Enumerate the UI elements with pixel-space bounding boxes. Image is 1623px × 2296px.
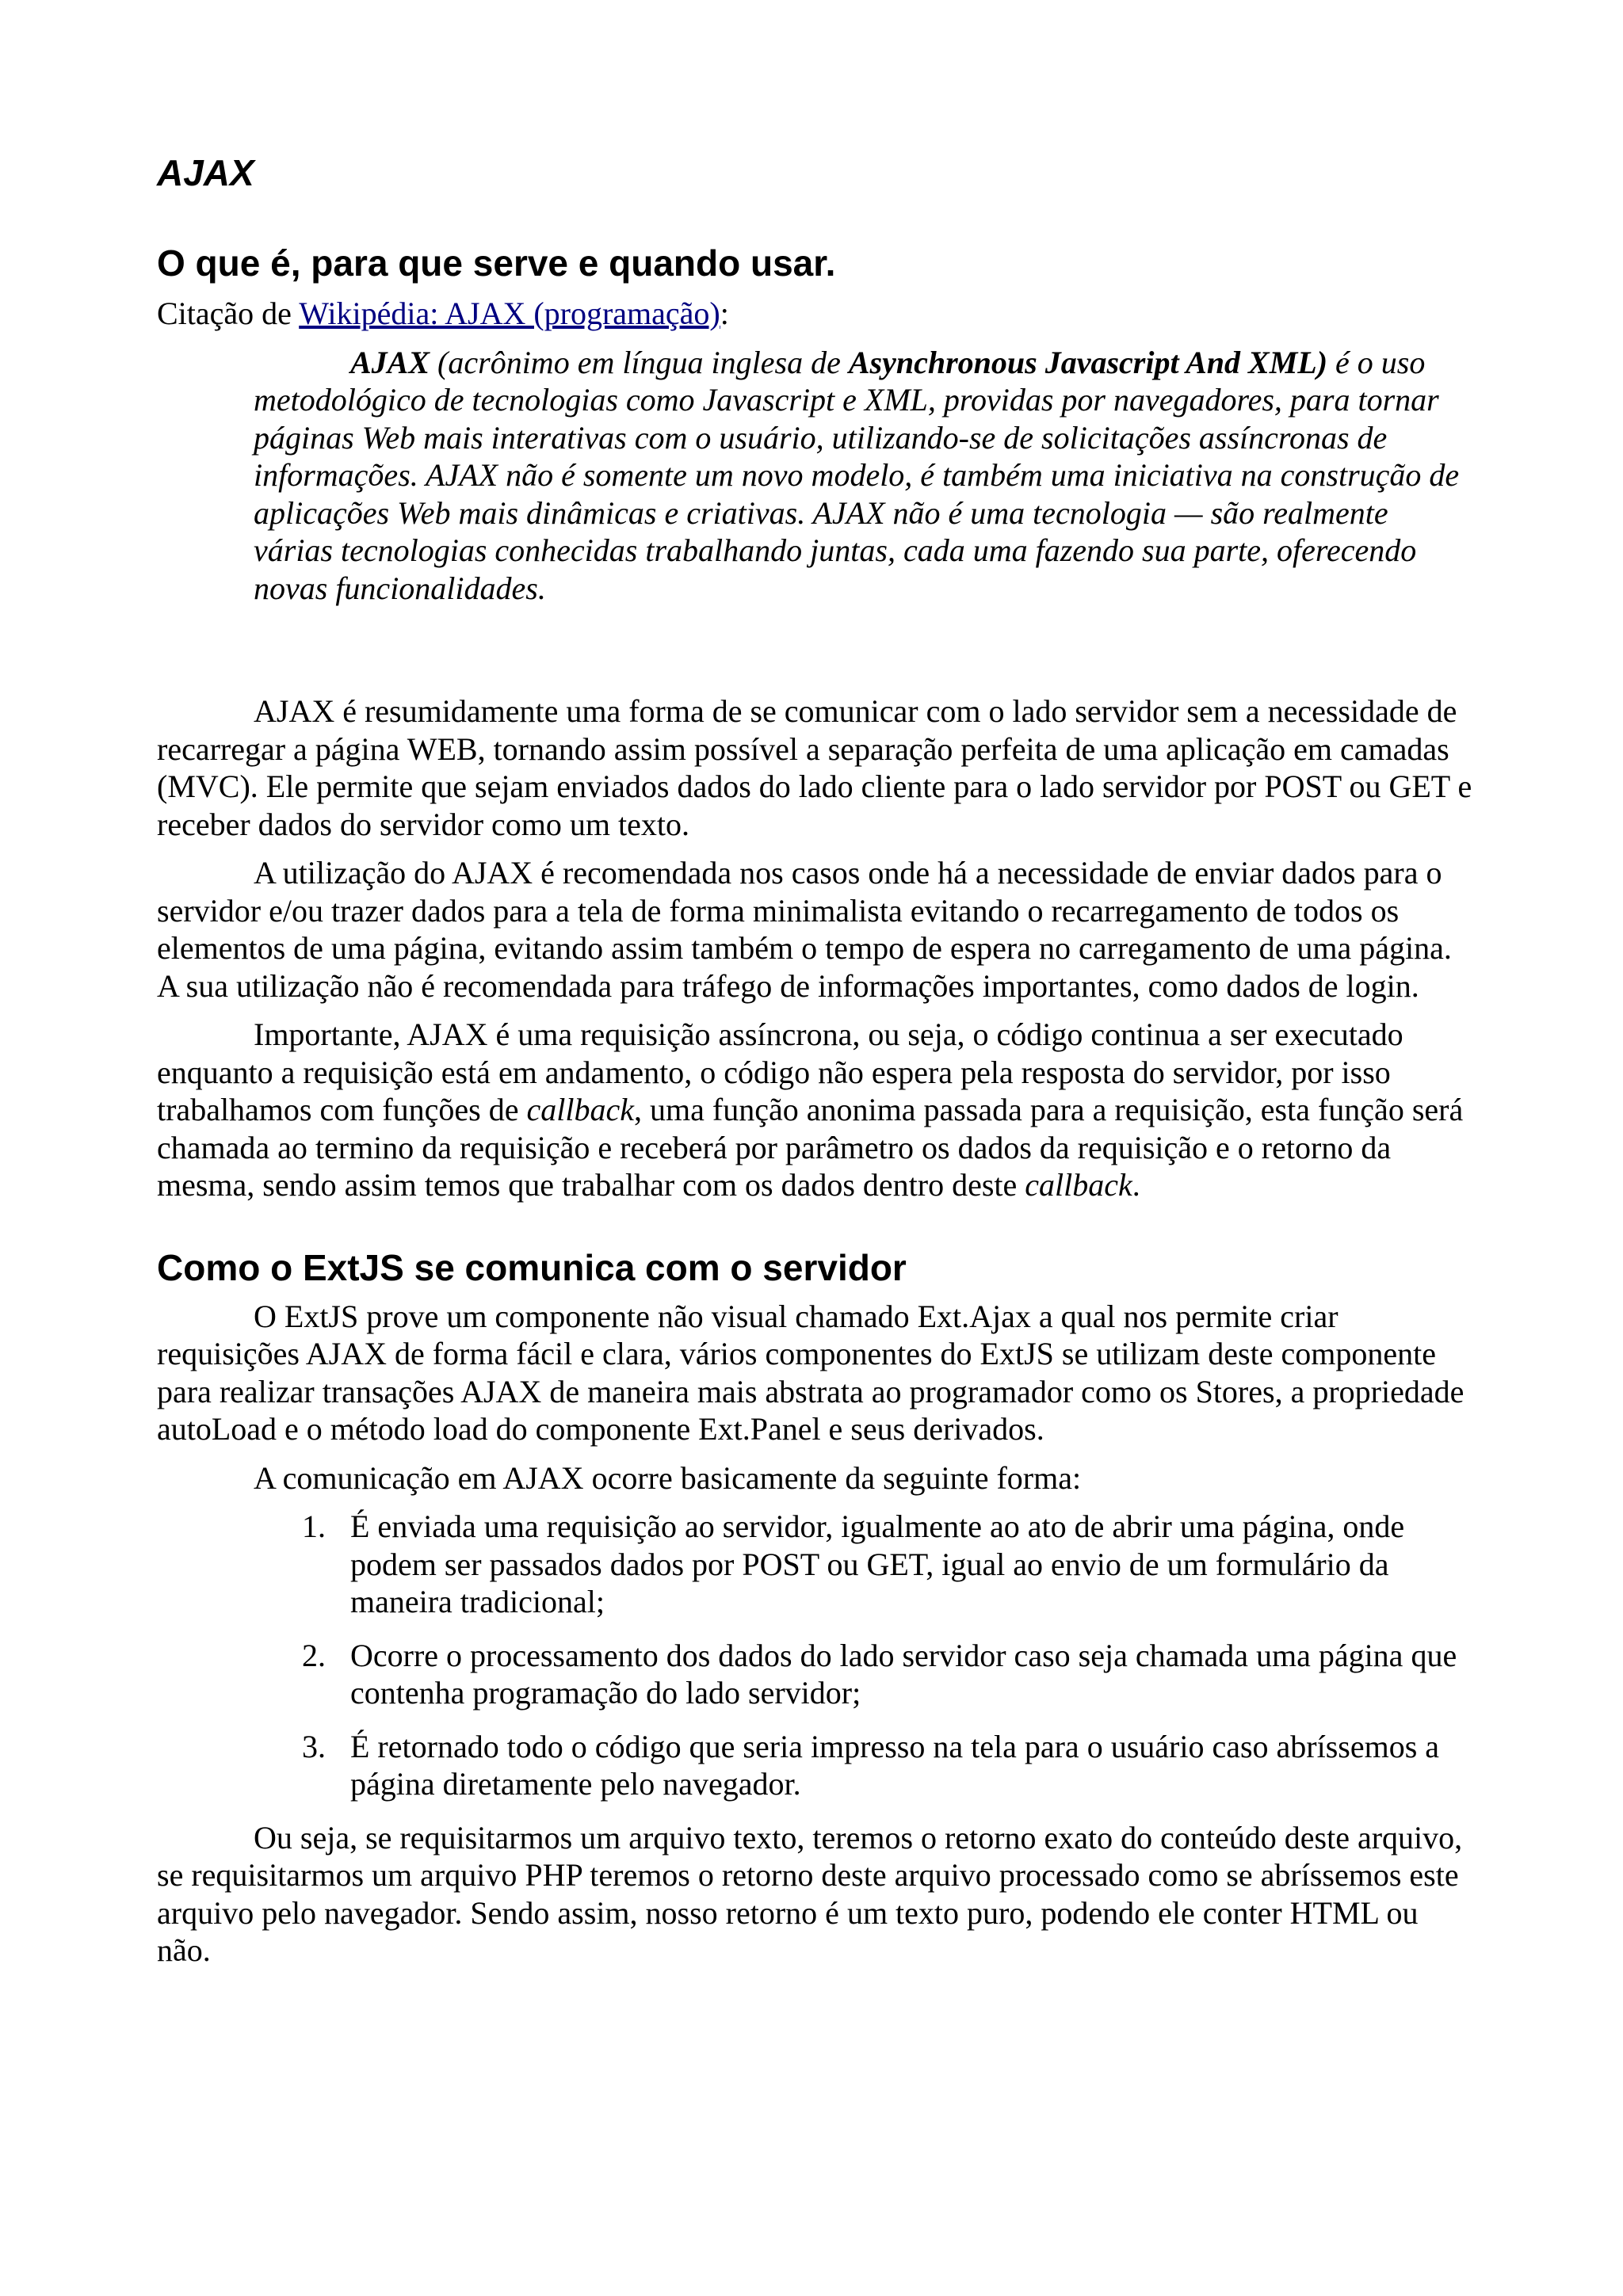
quote-part2: é o uso metodológico de tecnologias como Javascript e XML, providas por navegadores, para tornar páginas Web mais interativas com o usuário, utilizando-se de solicitações assíncronas de informações. AJAX não é somente um novo modelo, é também uma iniciativa na construção de aplicações Web mais dinâmicas e criativas. AJAX não é uma tecnologia — são realmente várias tecnologias conhecidas trabalhando juntas, cada uma fazendo sua parte, oferecendo novas funcionalidades.	[254, 344, 1460, 606]
section-heading-what-is: O que é, para que serve e quando usar.	[157, 242, 836, 284]
list-item	[157, 1728, 1472, 1803]
list-item	[157, 1637, 1472, 1712]
document-body	[157, 151, 1472, 1981]
list-item-number: 2.	[302, 1637, 326, 1673]
paragraph-ajax-usage: A utilização do AJAX é recomendada nos casos onde há a necessidade de enviar dados para o servidor e/ou trazer dados para a tela de forma minimalista evitando o recarregamento de todos os elementos de uma página, evitando assim também o tempo de espera no carregamento de uma página. A sua utilização não é recomendada para tráfego de informações importantes, como dados de login.	[157, 855, 1452, 1004]
list-item-text: É enviada uma requisição ao servidor, igualmente ao ato de abrir uma página, onde podem ser passados dados por POST ou GET, igual ao envio de um formulário da maneira tradicional;	[350, 1508, 1405, 1619]
async-text-1: Importante, AJAX é uma requisição assíncrona, ou seja, o código continua a ser executado enquanto a requisição está em andamento, o código não espera pela resposta do servidor, por isso trabalhamos com funções de	[157, 1016, 1403, 1127]
citation-suffix: :	[720, 296, 729, 331]
list-item-number: 1.	[302, 1508, 326, 1544]
communication-steps-list	[157, 1508, 1472, 1803]
paragraph-ajax-summary: AJAX é resumidamente uma forma de se comunicar com o lado servidor sem a necessidade de recarregar a página WEB, tornando assim possível a separação perfeita de uma aplicação em camadas (MVC). Ele permite que sejam enviados dados do lado cliente para o lado servidor por POST ou GET e receber dados do servidor como um texto.	[157, 693, 1472, 842]
spacer	[157, 607, 1472, 692]
list-item-text: Ocorre o processamento dos dados do lado servidor caso seja chamada uma página que contenha programação do lado servidor;	[350, 1637, 1457, 1711]
wikipedia-quote	[254, 344, 1472, 608]
citation-prefix: Citação de	[157, 296, 300, 331]
callback-term: callback	[526, 1092, 635, 1127]
list-item	[157, 1508, 1472, 1621]
async-text-3: .	[1132, 1167, 1140, 1203]
quote-term: AJAX	[350, 344, 430, 380]
document-title: AJAX	[157, 152, 254, 193]
list-item-number: 3.	[302, 1728, 326, 1764]
quote-part1: (acrônimo em língua inglesa de	[430, 344, 849, 380]
section-heading-extjs: Como o ExtJS se comunica com o servidor	[157, 1246, 907, 1288]
callback-term: callback	[1025, 1167, 1132, 1203]
paragraph-extjs-ajax: O ExtJS prove um componente não visual chamado Ext.Ajax a qual nos permite criar requisições AJAX de forma fácil e clara, vários componentes do ExtJS se utilizam deste componente para realizar transações AJAX de maneira mais abstrata ao programador como os Stores, a propriedade autoLoad e o método load do componente Ext.Panel e seus derivados.	[157, 1298, 1465, 1447]
paragraph-return-explanation: Ou seja, se requisitarmos um arquivo texto, teremos o retorno exato do conteúdo deste arquivo, se requisitarmos um arquivo PHP teremos o retorno deste arquivo processado como se abríssemos este arquivo pelo navegador. Sendo assim, nosso retorno é um texto puro, podendo ele conter HTML ou não.	[157, 1819, 1463, 1968]
async-text-2: , uma função anonima passada para a requisição, esta função será chamada ao termino da requisição e receberá por parâmetro os dados da requisição e o retorno da mesma, sendo assim temos que trabalhar com os dados dentro deste	[157, 1092, 1464, 1203]
citation-line	[157, 295, 1472, 333]
quote-expansion: Asynchronous Javascript And XML)	[848, 344, 1328, 380]
wikipedia-link[interactable]: Wikipédia: AJAX (programação)	[299, 296, 720, 331]
paragraph-communication-intro: A comunicação em AJAX ocorre basicamente da seguinte forma:	[254, 1459, 1082, 1496]
list-item-text: É retornado todo o código que seria impresso na tela para o usuário caso abríssemos a página diretamente pelo navegador.	[350, 1728, 1440, 1802]
paragraph-ajax-async	[157, 1016, 1472, 1204]
